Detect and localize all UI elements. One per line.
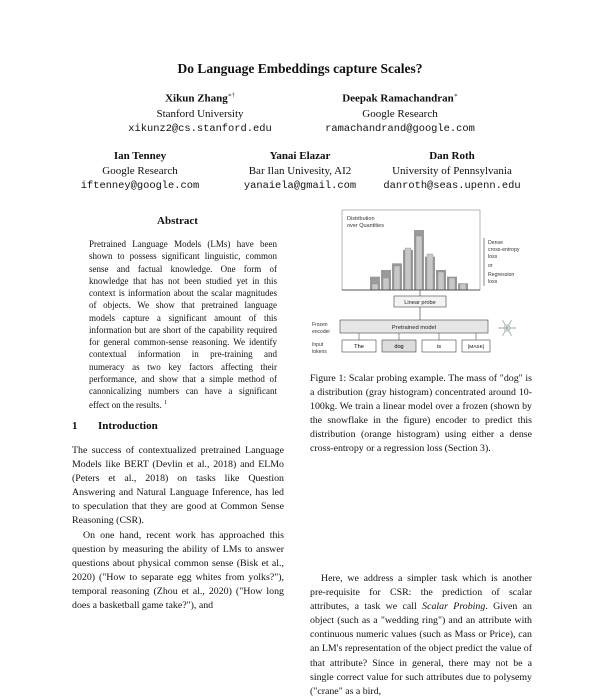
figure-1 bbox=[310, 208, 532, 368]
paper-title: Do Language Embeddings capture Scales? bbox=[177, 61, 423, 76]
section-heading bbox=[72, 420, 158, 432]
input-label: Input bbox=[312, 342, 324, 348]
label-loss: loss bbox=[488, 254, 498, 260]
author-block-4 bbox=[220, 149, 380, 194]
section-number: 1 bbox=[72, 420, 78, 432]
label-dense: Dense bbox=[488, 240, 503, 246]
section-title: Introduction bbox=[98, 420, 158, 432]
author-name: Ian Tenney bbox=[113, 150, 167, 162]
label-or: or bbox=[488, 263, 493, 269]
author-name: Deepak Ramachandran bbox=[342, 92, 454, 105]
abstract-text bbox=[89, 238, 277, 412]
orange-histogram-bar bbox=[449, 278, 455, 290]
right-paragraph-a: Here, we address a simpler task which is another pre-requisite for CSR: the prediction of scalar attributes, a task we call bbox=[310, 573, 532, 613]
author-name: Dan Roth bbox=[429, 150, 475, 162]
snowflake-icon bbox=[498, 320, 516, 336]
pretrained-model-label: Pretrained model bbox=[391, 325, 437, 331]
legend-distribution: Distribution bbox=[347, 216, 375, 222]
right-paragraph-b: . Given an object (such as a "wedding ring") and an attribute with continuous numeric values (such as Mass or Price), can an LM's representation of the object predict the value of that attribute? Since in general, there may not be a single correct value for such attributes due to polysemy ("crane" as a bird, bbox=[310, 601, 532, 697]
intro-text bbox=[72, 444, 284, 613]
author-mark: ∗† bbox=[227, 93, 235, 99]
footnote-mark: 1 bbox=[164, 400, 168, 407]
abstract-heading: Abstract bbox=[157, 215, 198, 227]
orange-histogram-bar bbox=[416, 236, 422, 290]
right-paragraph bbox=[310, 572, 532, 699]
label-cross-entropy: cross-entropy bbox=[488, 247, 520, 253]
author-affiliation: Google Research bbox=[102, 165, 178, 177]
orange-histogram-bar bbox=[460, 284, 466, 290]
token-mask: [MASK] bbox=[467, 345, 485, 350]
legend-over-quantities: over Quantities bbox=[347, 223, 384, 229]
label-regression: Regression bbox=[488, 272, 515, 278]
author-mark: ∗ bbox=[453, 93, 458, 99]
figure-caption: Figure 1: Scalar probing example. The mass of "dog" is a distribution (gray histogram) concentrated around 10-100kg. We train a linear model over a frozen (shown by the snowflake in the figure) encoder to predict this distribution (orange histogram) using either a dense cross-entropy or a regression loss (Section 3). bbox=[310, 373, 532, 455]
intro-paragraph-1: The success of contextualized pretrained Language Models like BERT (Devlin et al., 2018) and ELMo (Peters et al., 2018) on tasks like Question Answering and Natural Language Inference, has led to speculation that they are good at Common Sense Reasoning (CSR). bbox=[72, 445, 284, 527]
author-email: iftenney@google.com bbox=[80, 180, 200, 192]
author-email: ramachandrand@google.com bbox=[325, 122, 475, 135]
author-affiliation: University of Pennsylvania bbox=[392, 165, 512, 177]
scalar-probing-term: Scalar Probing bbox=[422, 601, 486, 613]
author-affiliation: Bar Ilan Univesity, AI2 bbox=[248, 165, 352, 177]
token-is: is bbox=[436, 344, 442, 350]
linear-probe-label: Linear probe bbox=[404, 300, 436, 306]
author-block-3 bbox=[60, 149, 220, 194]
author-block-5 bbox=[362, 149, 542, 194]
label-loss-2: loss bbox=[488, 279, 498, 285]
tokens-label: tokens bbox=[312, 349, 327, 355]
author-affiliation: Stanford University bbox=[156, 107, 244, 120]
orange-histogram-bar bbox=[405, 248, 411, 290]
intro-paragraph-2: On one hand, recent work has approached this question by measuring the ability of LMs to answer questions about physical common sense (Bisk et al., 2020) ("How to separate egg whites from yolks?"), temporal reasoning (Zhou et al., 2020) ("How long does a basketball game take?"), and bbox=[72, 529, 284, 612]
orange-histogram-bar bbox=[383, 278, 389, 290]
abstract-body: Pretrained Language Models (LMs) have been shown to possess significant linguistic, common sense and factual knowledge. One form of knowledge that has not been studied yet in this context is information about the scalar magnitudes of objects. We show that pretrained language models capture a significant amount of this information but are short of the capability required for general common-sense reasoning. We identify contextual information in pre-training and numeracy as two key factors affecting their performance, and show that a simple method of canonicalizing numbers can have a significant effect on the results. bbox=[89, 239, 277, 411]
right-column-text bbox=[310, 572, 532, 699]
author-email: danroth@seas.upenn.edu bbox=[383, 180, 521, 192]
token-dog: dog bbox=[394, 344, 404, 350]
frozen-label: Frozen bbox=[312, 322, 328, 328]
orange-histogram-bar bbox=[372, 284, 378, 290]
author-block-1 bbox=[100, 89, 300, 137]
author-email: yanaiela@gmail.com bbox=[243, 180, 357, 192]
token-the: The bbox=[354, 344, 364, 350]
author-block-2 bbox=[300, 89, 500, 137]
author-name: Xikun Zhang bbox=[165, 92, 228, 105]
orange-histogram-bar bbox=[394, 266, 400, 290]
orange-histogram-bar bbox=[438, 272, 444, 290]
author-email: xikunz2@cs.stanford.edu bbox=[128, 122, 272, 135]
author-name: Yanai Elazar bbox=[269, 150, 331, 162]
orange-histogram-bar bbox=[427, 254, 433, 290]
author-affiliation: Google Research bbox=[362, 107, 438, 120]
encoder-label: encoder bbox=[312, 329, 331, 335]
